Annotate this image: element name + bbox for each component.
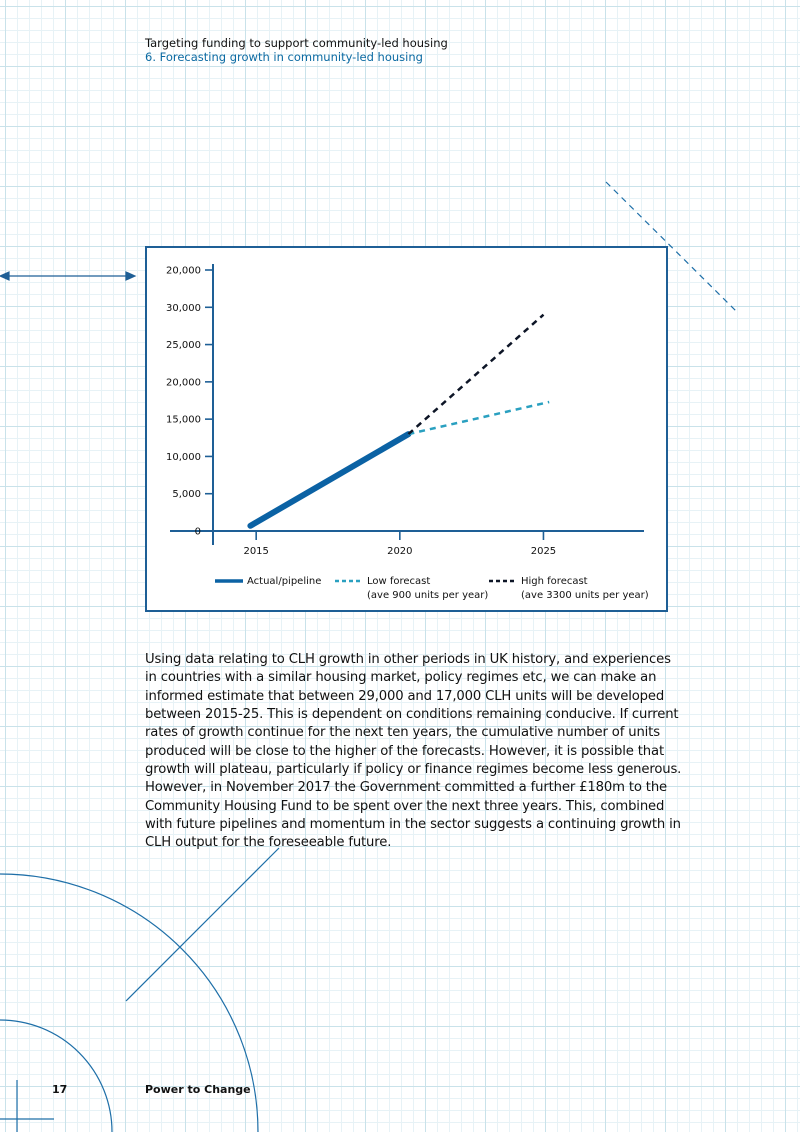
diagonal-line: [126, 848, 279, 1001]
series-low-forecast: [408, 402, 549, 434]
legend-sublabel: (ave 900 units per year): [367, 590, 489, 601]
footer-brand: Power to Change: [145, 1083, 251, 1096]
y-tick-label: 30,000: [166, 302, 201, 314]
legend-sublabel: (ave 3300 units per year): [521, 590, 649, 601]
growth-forecast-chart: [147, 248, 666, 610]
y-tick-label: 10,000: [166, 451, 201, 463]
y-tick-label: 5,000: [172, 489, 201, 501]
y-tick-label: 15,000: [166, 414, 201, 426]
series-actual-pipeline: [250, 434, 408, 526]
x-tick-label: 2025: [530, 546, 557, 557]
series-high-forecast: [408, 315, 543, 434]
chart-frame: [145, 246, 668, 612]
x-tick-label: 2020: [387, 546, 413, 557]
legend-label: High forecast: [521, 576, 588, 587]
y-tick-label: 20,000: [166, 265, 201, 277]
section-title: 6. Forecasting growth in community-led housing: [145, 50, 423, 64]
y-tick-label: 0: [194, 526, 201, 538]
y-tick-label: 20,000: [166, 377, 201, 389]
body-paragraph: Using data relating to CLH growth in other periods in UK history, and experiences in countries with a similar housing market, policy regimes etc, we can make an informed estimate that between 29,000 and 17,000 CLH units will be developed between 2015-25. This is dependent on conditions remaining conducive. If current rates of growth continue for the next ten years, the cumulative number of units produced will be close to the higher of the forecasts. However, it is possible that growth will plateau, particularly if policy or finance regimes become less generous. However, in November 2017 the Government committed a further £180m to the Community Housing Fund to be spent over the next three years. This, combined with future pipelines and momentum in the sector suggests a continuing growth in CLH output for the foreseeable future.: [145, 652, 682, 851]
double-arrow-icon: [0, 272, 135, 280]
page-number: 17: [52, 1083, 68, 1096]
legend-label: Low forecast: [367, 576, 431, 587]
page-header: [145, 36, 448, 64]
report-title: Targeting funding to support community-led housing: [145, 36, 448, 50]
legend-label: Actual/pipeline: [247, 576, 322, 587]
y-tick-label: 25,000: [166, 340, 201, 352]
x-tick-label: 2015: [243, 546, 269, 557]
